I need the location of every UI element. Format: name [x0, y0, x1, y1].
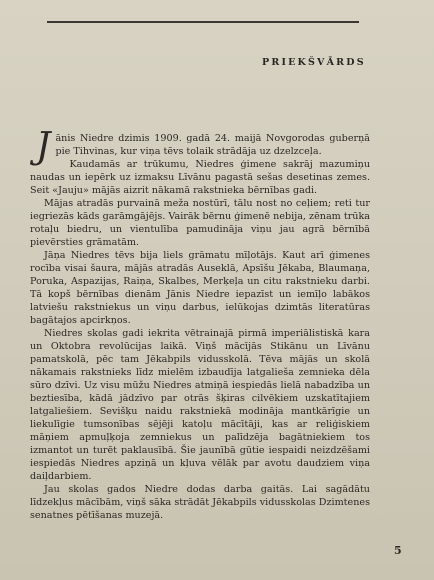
paragraph: Kaudamās ar trūkumu, Niedres ģimene sakrāj mazumiņu naudas un iepērk uz izmaksu Līvānu pagastā sešas desetinas zemes. Seit «Jauju» mājās aizrit nākamā rakstnieka bērnības gadi. — [30, 159, 370, 196]
paragraph: Jau skolas gados Niedre dodas darba gaitās. Lai sagādātu līdzekļus mācībām, viņš sāka strādāt Jēkabpils vidusskolas Dzimtenes senatnes pētīšanas muzejā. — [30, 484, 370, 521]
chapter-heading: PRIEKŠVĀRDS — [262, 57, 366, 68]
paragraph: Jāņa Niedres tēvs bija liels grāmatu mīļotājs. Kaut arī ģimenes rocība visai šaura, mājās atradās Auseklā, Apsīšu Jēkaba, Blaumaņa, Poruka, Aspazijas, Raiņa, Skalbes, Merķeļa un citu rakstnieku darbi. Tā kopš bērnības dienām Jānis Niedre iepazīst un iemīļo labākos latviešu rakstniekus un viņu darbus, ielūkojas dzimtās literatūras bagātajos apcirkņos. — [30, 250, 370, 326]
paragraph: Jānis Niedre dzimis 1909. gadā 24. maijā Novgorodas guberņā pie Tihvinas, kur viņa tēvs tolaik strādāja uz dzelzceļa. — [36, 126, 370, 167]
page-number: 5 — [394, 544, 402, 557]
drop-cap: J — [36, 126, 51, 167]
top-rule — [47, 21, 359, 23]
body-text — [30, 126, 370, 522]
paragraph: Niedres skolas gadi iekrita vētrainajā pirmā imperiālistiskā kara un Oktobra revolūcijas laikā. Viņš mācījās Stikānu un Līvānu pamatskolā, pēc tam Jēkabpils vidusskolā. Tēva mājās un skolā nākamais rakstnieks līdz mielēm izbaudīja latgaliešа zemnieka dēla sūro dzīvi. Uz visu mūžu Niedres atmiņā iespiedās lielā nabadzība un beztiesība, kādā jādzīvo par otrās šķiras cilvēkiem uzskatītajiem latgaliešiem. Sevišķu naidu rakstniekā modināja mantkārīgie un liekulīgie tumsonības sējēji katoļu mācītāji, kas ar reliģiskiem māņiem apmuļķoja zemniekus un palīdzēja bagātniekiem tos izmantot un turēt paklausībā. Šie jaunībā gūtie iespaidi neizdzēšami iespiedās Niedres apziņā un kļuva vēlāk par avotu daudziem viņa daiļdarbiem. — [30, 328, 370, 482]
paragraph: Mājas atradās purvainā meža nostūrī, tālu nost no ceļiem; reti tur iegriezās kāds garāmgājējs. Vairāk bērnu ģimenē nebija, zēnam trūka rotaļu biedru, un vientulība pamudināja viņu jau agrā bērnībā pievērsties grāmatām. — [30, 198, 370, 248]
